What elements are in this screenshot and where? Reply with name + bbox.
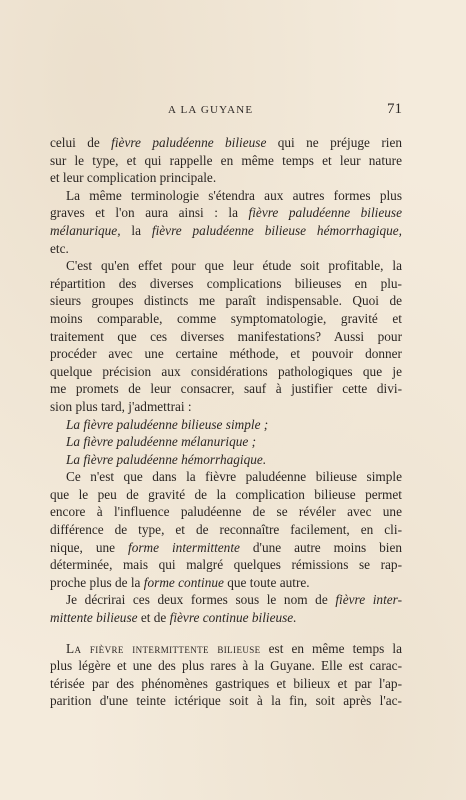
text-segment: quelque précision aux considérations pathologiques que je bbox=[50, 363, 402, 379]
italic-term: forme continue bbox=[143, 574, 224, 590]
italic-term: fièvre paludéenne bilieuse hémorrhagique, bbox=[151, 222, 402, 238]
text-line bbox=[50, 657, 402, 675]
text-line bbox=[50, 692, 402, 710]
text-line bbox=[50, 257, 402, 275]
text-segment: déterminée, mais qui malgré quelques rémissions se rap- bbox=[50, 557, 402, 573]
text-line bbox=[50, 310, 402, 328]
italic-term: La fièvre paludéenne bilieuse simple ; bbox=[66, 416, 269, 432]
text-line bbox=[50, 363, 402, 381]
text-line bbox=[50, 539, 402, 557]
page-header bbox=[50, 101, 402, 122]
text-line bbox=[50, 675, 402, 693]
text-line bbox=[50, 521, 402, 539]
text-line bbox=[50, 574, 402, 592]
italic-term: mélanurique, bbox=[50, 222, 121, 238]
text-line bbox=[50, 380, 402, 398]
italic-term: forme intermittente bbox=[128, 539, 240, 555]
text-line bbox=[50, 152, 402, 170]
text-line bbox=[50, 222, 402, 240]
text-segment: que le peu de gravité de la complication bilieuse permet bbox=[50, 486, 402, 502]
text-segment: Je décrirai ces deux formes sous le nom de bbox=[66, 592, 336, 608]
page-number: 71 bbox=[387, 101, 402, 117]
text-segment: moins comparable, comme symptomatologie, gravité et bbox=[50, 310, 402, 326]
italic-term: La fièvre paludéenne mélanurique ; bbox=[66, 434, 257, 450]
text-segment: Ce n'est que dans la fièvre paludéenne bilieuse simple bbox=[66, 469, 402, 485]
text-line bbox=[50, 169, 402, 187]
text-line bbox=[50, 451, 402, 469]
text-segment: me promets de leur consacrer, sauf à justifier cette divi- bbox=[50, 381, 402, 397]
text-segment: parition d'une teinte ictérique soit à la fin, soit après l'ac- bbox=[50, 693, 402, 709]
text-segment: procéder avec une certaine méthode, et pouvoir donner bbox=[50, 346, 402, 362]
text-line bbox=[50, 328, 402, 346]
text-segment: sur le type, et qui rappelle en même temps et leur nature bbox=[50, 152, 402, 168]
text-line bbox=[50, 468, 402, 486]
text-segment: nique, une bbox=[50, 539, 128, 555]
text-segment: est en même temps la bbox=[260, 640, 402, 656]
text-segment: térisée par des phénomènes gastriques et bilieux et par l'ap- bbox=[50, 675, 402, 691]
text-segment: encore à l'influence paludéenne de se révéler avec une bbox=[50, 504, 402, 520]
text-line bbox=[50, 398, 402, 416]
text-line bbox=[50, 591, 402, 609]
paragraph-gap bbox=[50, 627, 402, 640]
text-segment: qui ne préjuge rien bbox=[266, 135, 402, 150]
text-segment: La même terminologie s'étendra aux autres formes plus bbox=[66, 187, 402, 203]
text-segment: traitement que ces diverses manifestations? Aussi pour bbox=[50, 328, 402, 344]
text-line bbox=[50, 609, 402, 627]
text-line bbox=[50, 292, 402, 310]
text-line bbox=[50, 416, 402, 434]
text-line bbox=[50, 345, 402, 363]
text-segment: d'une autre moins bien bbox=[239, 539, 402, 555]
text-segment: différence de type, et de reconnaître facilement, en cli- bbox=[50, 522, 402, 538]
text-segment: sion plus tard, j'admettrai : bbox=[50, 398, 192, 414]
text-line bbox=[50, 556, 402, 574]
text-line bbox=[50, 187, 402, 205]
text-line bbox=[50, 240, 402, 258]
text-line bbox=[50, 134, 402, 152]
text-segment: et de bbox=[137, 610, 170, 626]
text-segment: plus légère et une des plus rares à la Guyane. Elle est carac- bbox=[50, 658, 402, 674]
italic-term: fièvre continue bilieuse. bbox=[169, 610, 297, 626]
text-line bbox=[50, 433, 402, 451]
italic-term: fièvre paludéenne bilieuse bbox=[248, 205, 402, 221]
text-segment: répartition des diverses complications bilieuses en plu- bbox=[50, 275, 402, 291]
text-line bbox=[50, 204, 402, 222]
text-line bbox=[50, 486, 402, 504]
text-segment: et leur complication principale. bbox=[50, 170, 217, 186]
running-head: A LA GUYANE bbox=[168, 104, 254, 116]
text-segment: celui de bbox=[50, 135, 112, 150]
italic-term: fièvre inter- bbox=[335, 592, 402, 608]
text-line bbox=[50, 503, 402, 521]
body-text bbox=[50, 134, 402, 710]
text-segment: La fièvre intermittente bilieuse bbox=[66, 640, 261, 656]
text-segment: C'est qu'en effet pour que leur étude soit profitable, la bbox=[66, 258, 402, 274]
text-segment: proche plus de la bbox=[50, 574, 144, 590]
text-segment: que toute autre. bbox=[223, 574, 310, 590]
text-line bbox=[50, 275, 402, 293]
italic-term: La fièvre paludéenne hémorrhagique. bbox=[66, 451, 267, 467]
text-line bbox=[50, 640, 402, 658]
text-segment: etc. bbox=[50, 240, 69, 256]
italic-term: mittente bilieuse bbox=[50, 610, 138, 626]
italic-term: fièvre paludéenne bilieuse bbox=[111, 135, 267, 150]
text-segment: graves et l'on aura ainsi : la bbox=[50, 205, 249, 221]
text-segment: sieurs groupes distincts me paraît indispensable. Quoi de bbox=[50, 293, 402, 309]
text-segment: la bbox=[120, 222, 152, 238]
